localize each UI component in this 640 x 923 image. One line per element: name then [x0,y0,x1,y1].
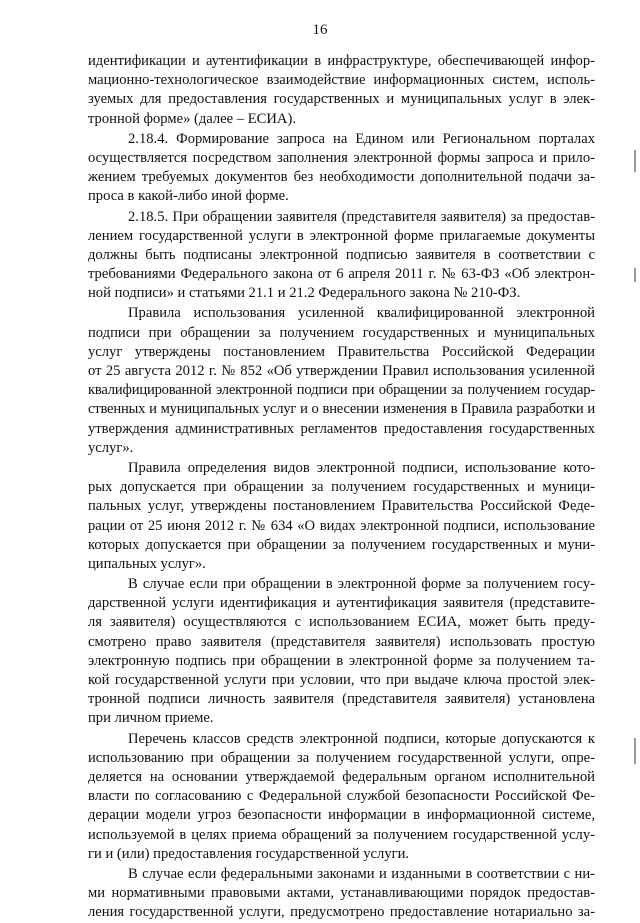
text-line: зуемых для предоставления государственных и муниципальных услуг в элек- [88,91,595,108]
text-line: тронной форме» (далее – ЕСИА). [88,110,296,127]
text-line: услуг». [88,439,134,456]
paragraph [88,459,595,574]
text-line: осуществляется посредством заполнения электронной формы запроса и прило- [88,149,595,166]
text-line: квалифицированной электронной подписи при обращении за получением государ- [88,382,595,399]
scan-margin-mark [634,150,636,172]
paragraph [88,304,595,458]
text-line: использованию при обращении за получением государственной услуги, опре- [88,749,595,766]
text-line: 2.18.5. При обращении заявителя (представителя заявителя) за предостав- [128,208,595,225]
text-line: 2.18.4. Формирование запроса на Едином или Региональном порталах [128,130,595,147]
text-line: пальных услуг, утверждены постановлением Правительства Российской Феде- [88,498,595,515]
text-line: В случае если при обращении в электронной форме за получением госу- [128,576,595,593]
text-line: Правила использования усиленной квалифицированной электронной [128,305,595,322]
paragraph [88,575,595,729]
text-line: ления государственной услуги, предусмотрено предоставление нотариально за- [88,904,595,921]
text-line: деляется на основании утверждаемой федеральным органом исполнительной [88,768,595,785]
text-line: при личном приеме. [88,710,214,727]
text-line: дерации модели угроз безопасности информации в информационной системе, [88,807,595,824]
text-line: услуг утверждены постановлением Правительства Российской Федерации [88,343,595,360]
text-line: от 25 августа 2012 г. № 852 «Об утверждении Правил использования усиленной [88,363,595,379]
text-line: которых допускается при обращении за получением государственных и муни- [88,536,595,553]
text-line: используемой в целях приема обращений за получением государственной услу- [88,826,595,843]
text-line: смотрено право заявителя (представителя заявителя) использовать простую [88,633,595,650]
scan-margin-mark [634,738,636,764]
text-line: тронной подписи личность заявителя (представителя заявителя) установлена [88,691,595,708]
text-line: подписи при обращении за получением государственных и муниципальных [88,324,595,341]
text-line: идентификации и аутентификации в инфраструктуре, обеспечивающей инфор- [88,53,595,69]
text-line: В случае если федеральными законами и изданными в соответствии с ни- [128,865,595,882]
text-line: мационно-технологическое взаимодействие информационных систем, исполь- [88,72,595,89]
text-line: ми нормативными правовыми актами, устанавливающими порядок предостав- [88,885,595,902]
text-line: утверждения административных регламентов предоставления государственных [88,420,595,437]
text-line: ля заявителя) осуществляются с использованием ЕСИА, может быть преду- [88,614,595,631]
text-line: лением государственной услуги в электронной форме прилагаемые документы [88,227,595,244]
paragraph [88,130,595,207]
text-line: дарственной услуги идентификация и аутентификация заявителя (представите- [88,595,595,612]
text-line: рых допускается при обращении за получением государственных и муници- [88,479,595,496]
document-body [88,52,595,923]
text-line: ной подписи» и статьями 21.1 и 21.2 Федерального закона № 210-ФЗ. [88,285,521,302]
text-line: жением требуемых документов без необходимости дополнительной подачи за- [88,169,595,186]
text-line: электронную подпись при обращении в электронной форме за получением та- [88,652,595,669]
text-line: ципальных услуг». [88,555,206,572]
page-number: 16 [312,22,328,38]
text-line: ственных и муниципальных услуг и о внесении изменения в Правила разработки и [88,401,595,418]
text-line: рации от 25 июня 2012 г. № 634 «О видах электронной подписи, использование [88,517,595,534]
text-line: Перечень классов средств электронной подписи, которые допускаются к [128,730,595,747]
text-line: ги и (или) предоставления государственной услуги. [88,845,410,862]
text-line: Правила определения видов электронной подписи, использование кото- [128,459,595,476]
scan-margin-mark [634,268,636,282]
text-line: проса в какой-либо иной форме. [88,188,289,205]
text-line: должны быть подписаны электронной подписью заявителя в соответствии с [88,246,595,263]
paragraph [88,208,595,304]
text-line: требованиями Федерального закона от 6 апреля 2011 г. № 63-ФЗ «Об электрон- [88,266,595,283]
text-line: кой государственной услуги при условии, что при выдаче ключа простой элек- [88,672,595,688]
paragraph [88,52,595,129]
paragraph [88,865,595,923]
text-line: власти по согласованию с Федеральной службой безопасности Российской Фе- [88,788,595,805]
paragraph [88,730,595,864]
